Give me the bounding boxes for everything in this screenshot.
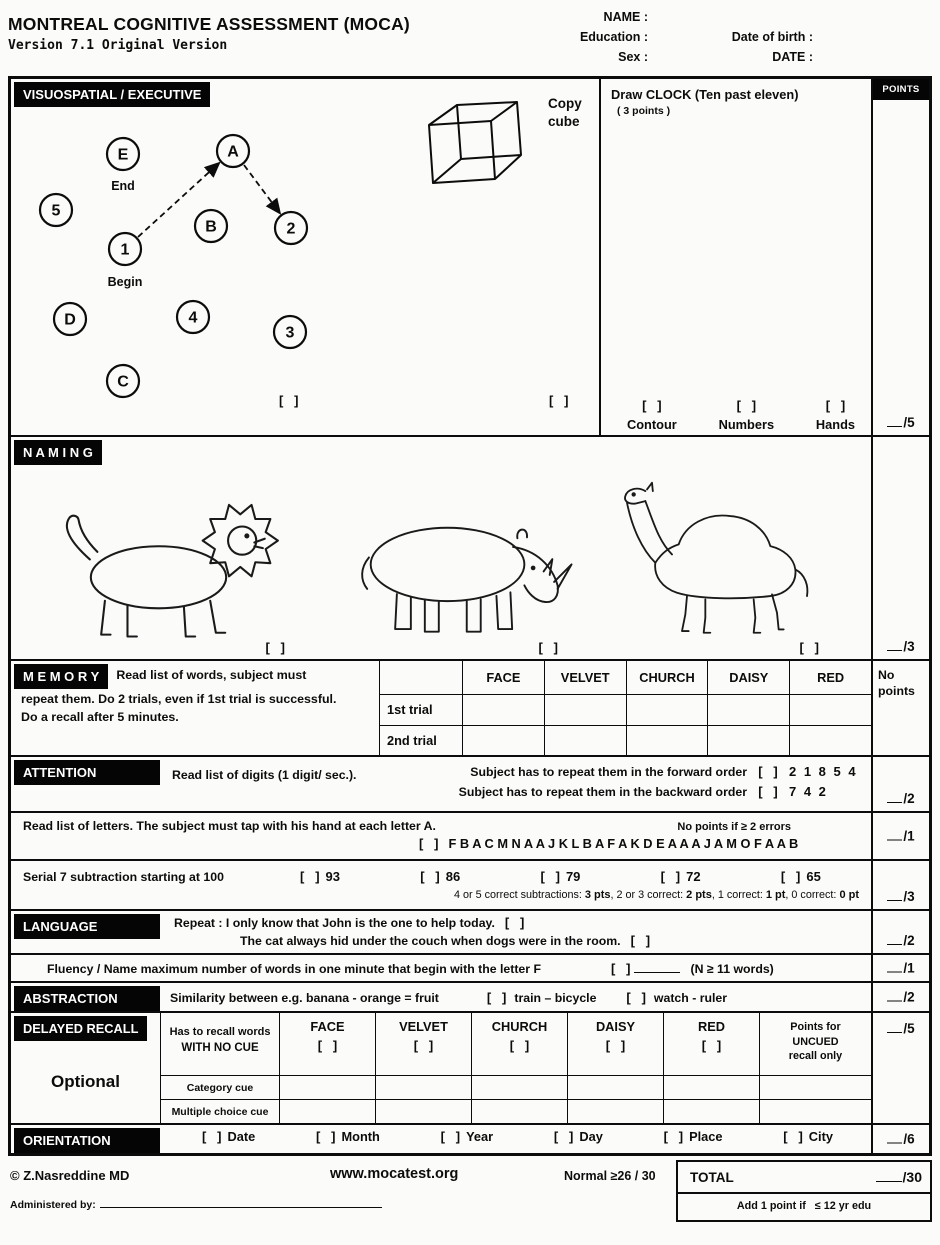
score-blank-line[interactable] bbox=[887, 792, 902, 803]
checkbox-month[interactable]: [ ] bbox=[315, 1129, 336, 1144]
lion-illustration bbox=[41, 482, 323, 650]
forward-digit-line: Subject has to repeat them in the forward order [ ] 2 1 8 5 4 bbox=[459, 764, 865, 779]
website-link[interactable]: www.mocatest.org bbox=[330, 1166, 459, 1182]
contour-label: Contour bbox=[627, 417, 677, 432]
delayed-recall-section-label: DELAYED RECALL bbox=[14, 1016, 147, 1041]
name-field-label[interactable]: NAME : bbox=[603, 10, 648, 24]
svg-text:2: 2 bbox=[286, 220, 296, 238]
section-attention-serial7: Serial 7 subtraction starting at 100 [ ] 93 [ ] 86 [ ] 79 [ ] 72 [ ] 65 4 or 5 correct subtractions: 3 pts, 2 or 3 correct: 2 pts, 1 correct: 1 pt, 0 correct: 0 pt /3 bbox=[11, 859, 929, 909]
section-orientation bbox=[11, 1123, 929, 1153]
score-blank-line[interactable] bbox=[887, 830, 902, 841]
memory-section-label: M E M O R Y bbox=[14, 664, 108, 689]
multiple-choice-cue-cell[interactable] bbox=[375, 1099, 471, 1123]
normal-cutoff-note: Normal ≥26 / 30 bbox=[564, 1169, 656, 1183]
score-blank-line[interactable] bbox=[887, 1022, 902, 1033]
checkbox-recall-daisy[interactable]: [ ] bbox=[605, 1038, 626, 1053]
svg-text:D: D bbox=[64, 311, 76, 329]
numbers-label: Numbers bbox=[718, 417, 775, 432]
points-cell-repeat bbox=[871, 911, 929, 953]
checkbox-watch-ruler[interactable]: [ ] bbox=[626, 990, 646, 1005]
serial7-instruction: Serial 7 subtraction starting at 100 bbox=[23, 870, 224, 884]
clock-score-items bbox=[601, 397, 871, 432]
section-memory bbox=[11, 659, 929, 755]
trial2-row-label: 2nd trial bbox=[380, 725, 462, 756]
cube-model-illustration bbox=[409, 93, 539, 195]
trial1-cell[interactable] bbox=[789, 694, 871, 725]
points-cell-fluency bbox=[871, 955, 929, 981]
svg-text:B: B bbox=[205, 218, 217, 236]
category-cue-cell[interactable] bbox=[279, 1075, 375, 1099]
memory-table bbox=[379, 661, 871, 755]
fluency-blank-line[interactable] bbox=[634, 962, 680, 973]
score-blank-line[interactable] bbox=[887, 991, 902, 1002]
trail-node-5 bbox=[40, 194, 72, 226]
recall-word-header: FACE bbox=[310, 1019, 345, 1034]
repeat-score[interactable]: /2 bbox=[873, 933, 929, 948]
total-box bbox=[676, 1160, 932, 1222]
attention-section-label: ATTENTION bbox=[14, 760, 160, 785]
digits-instruction: Read list of digits (1 digit/ sec.). bbox=[172, 768, 357, 782]
pair-watch-ruler: watch - ruler bbox=[653, 991, 728, 1005]
checkbox-recall-velvet[interactable]: [ ] bbox=[413, 1038, 434, 1053]
trail-node-C bbox=[107, 365, 139, 397]
trial2-cell[interactable] bbox=[626, 725, 708, 756]
checkbox-day[interactable]: [ ] bbox=[553, 1129, 574, 1144]
backward-digits: 7 4 2 bbox=[789, 784, 828, 799]
abstraction-score[interactable]: /2 bbox=[873, 990, 929, 1005]
copy-cube-label: Copy cube bbox=[548, 96, 582, 130]
section-naming bbox=[11, 435, 929, 659]
camel-illustration bbox=[607, 458, 857, 650]
repeat-sentence-1: Repeat : I only know that John is the one to help today. bbox=[174, 916, 495, 930]
visuospatial-score[interactable]: /5 bbox=[873, 415, 929, 430]
svg-text:4: 4 bbox=[188, 309, 198, 327]
trial1-cell[interactable] bbox=[707, 694, 789, 725]
letters-score[interactable]: /1 bbox=[873, 829, 929, 844]
memory-table-corner bbox=[380, 661, 462, 694]
section-language-repeat bbox=[11, 909, 929, 953]
header-fields-left bbox=[478, 10, 648, 70]
multiple-choice-cue-cell[interactable] bbox=[759, 1099, 871, 1123]
checkbox-forward-digits[interactable]: [ ] bbox=[758, 764, 778, 779]
multiple-choice-cue-cell[interactable] bbox=[279, 1099, 375, 1123]
orientation-score[interactable]: /6 bbox=[873, 1132, 929, 1147]
svg-text:C: C bbox=[117, 373, 129, 391]
trial2-cell[interactable] bbox=[544, 725, 626, 756]
trial1-cell[interactable] bbox=[626, 694, 708, 725]
score-blank-line[interactable] bbox=[876, 1171, 902, 1182]
checkbox-hands[interactable]: [ ] bbox=[825, 398, 846, 413]
points-cell-digits bbox=[871, 757, 929, 811]
clock-title: Draw CLOCK (Ten past eleven) bbox=[611, 87, 799, 102]
section-language-fluency bbox=[11, 953, 929, 981]
optional-label: Optional bbox=[51, 1072, 120, 1091]
points-column-header: POINTS bbox=[873, 79, 929, 100]
score-blank-line[interactable] bbox=[887, 890, 902, 901]
checkbox-date[interactable]: [ ] bbox=[202, 1129, 222, 1144]
repeat-sentence-2: The cat always hid under the couch when dogs were in the room. bbox=[240, 934, 621, 948]
multiple-choice-cue-label: Multiple choice cue bbox=[161, 1099, 279, 1123]
memory-no-points-note: No points bbox=[878, 668, 915, 698]
page-title: MONTREAL COGNITIVE ASSESSMENT (MOCA) bbox=[8, 14, 410, 34]
header-fields-right bbox=[663, 30, 813, 70]
trial1-row-label: 1st trial bbox=[380, 694, 462, 725]
clock-points-note: ( 3 points ) bbox=[617, 105, 671, 117]
checkbox-recall-church[interactable]: [ ] bbox=[509, 1038, 530, 1053]
orientation-item-day: Day bbox=[579, 1129, 603, 1144]
trial1-cell[interactable] bbox=[462, 694, 544, 725]
recall-word-header: VELVET bbox=[399, 1019, 448, 1034]
trail-node-E bbox=[107, 138, 139, 193]
total-score[interactable]: /30 bbox=[876, 1169, 922, 1185]
trail-node-B bbox=[195, 210, 227, 242]
dashed-arrow-A-to-2 bbox=[244, 165, 279, 212]
category-cue-label: Category cue bbox=[161, 1075, 279, 1099]
checkbox-rhinoceros[interactable]: [ ] bbox=[538, 640, 558, 655]
trial2-cell[interactable] bbox=[789, 725, 871, 756]
total-label: TOTAL bbox=[690, 1169, 734, 1185]
points-cell-serial7 bbox=[871, 861, 929, 909]
orientation-item-date: Date bbox=[227, 1129, 256, 1144]
checkbox-city[interactable]: [ ] bbox=[783, 1129, 803, 1144]
score-blank-line[interactable] bbox=[887, 1133, 902, 1144]
checkbox-sentence-2[interactable]: [ ] bbox=[630, 933, 651, 948]
trial1-cell[interactable] bbox=[544, 694, 626, 725]
checkbox-86[interactable]: [ ] bbox=[420, 869, 440, 884]
section-attention-letters bbox=[11, 811, 929, 859]
abstraction-instruction: Similarity between e.g. banana - orange = fruit bbox=[170, 990, 439, 1005]
animal-illustrations bbox=[11, 453, 871, 659]
points-cell-memory bbox=[871, 661, 929, 755]
version-subtitle: Version 7.1 Original Version bbox=[8, 38, 228, 53]
checkbox-recall-red[interactable]: [ ] bbox=[701, 1038, 722, 1053]
trail-node-2 bbox=[275, 212, 307, 244]
section-abstraction bbox=[11, 981, 929, 1011]
dob-field-label[interactable]: Date of birth : bbox=[731, 30, 813, 44]
score-blank-line[interactable] bbox=[887, 934, 902, 945]
orientation-item-city: City bbox=[808, 1129, 833, 1144]
serial7-scoring-note: 4 or 5 correct subtractions: 3 pts, 2 or 3 correct: 2 pts, 1 correct: 1 pt, 0 correct: 0 pt bbox=[454, 889, 859, 901]
checkbox-93[interactable]: [ ] bbox=[300, 869, 320, 884]
category-cue-cell[interactable] bbox=[471, 1075, 567, 1099]
visuospatial-section-label: VISUOSPATIAL / EXECUTIVE bbox=[14, 82, 210, 107]
checkbox-place[interactable]: [ ] bbox=[663, 1129, 684, 1144]
orientation-item-month: Month bbox=[341, 1129, 380, 1144]
sex-field-label[interactable]: Sex : bbox=[618, 50, 648, 64]
uncued-points-note: Points for UNCUED recall only bbox=[759, 1013, 871, 1075]
category-cue-cell[interactable] bbox=[759, 1075, 871, 1099]
multiple-choice-cue-cell[interactable] bbox=[471, 1099, 567, 1123]
trail-making-canvas[interactable] bbox=[17, 103, 317, 403]
section-attention-digits bbox=[11, 755, 929, 811]
category-cue-cell[interactable] bbox=[663, 1075, 759, 1099]
naming-section-label: N A M I N G bbox=[14, 440, 102, 465]
memory-word-header: DAISY bbox=[707, 661, 789, 694]
checkbox-lion[interactable]: [ ] bbox=[265, 640, 285, 655]
trail-node-A bbox=[217, 135, 249, 167]
pair-train-bicycle: train – bicycle bbox=[514, 991, 597, 1005]
orientation-item-year: Year bbox=[466, 1129, 494, 1144]
score-blank-line[interactable] bbox=[887, 962, 902, 973]
memory-word-header: VELVET bbox=[544, 661, 626, 694]
svg-text:1: 1 bbox=[120, 241, 130, 259]
score-blank-line[interactable] bbox=[887, 640, 902, 651]
points-cell-delayed-recall bbox=[871, 1013, 929, 1123]
svg-text:A: A bbox=[227, 143, 239, 161]
administered-by-label: Administered by: bbox=[10, 1199, 96, 1211]
points-cell-orientation bbox=[871, 1125, 929, 1153]
score-blank-line[interactable] bbox=[887, 416, 902, 427]
date-field-label[interactable]: DATE : bbox=[772, 50, 813, 64]
trial2-cell[interactable] bbox=[462, 725, 544, 756]
trial2-cell[interactable] bbox=[707, 725, 789, 756]
checkbox-sentence-1[interactable]: [ ] bbox=[504, 915, 525, 930]
serial7-score[interactable]: /3 bbox=[873, 889, 929, 904]
memory-word-header: FACE bbox=[462, 661, 544, 694]
category-cue-cell[interactable] bbox=[375, 1075, 471, 1099]
checkbox-72[interactable]: [ ] bbox=[660, 869, 681, 884]
footer bbox=[8, 1156, 932, 1225]
category-cue-cell[interactable] bbox=[567, 1075, 663, 1099]
recall-instruction: Has to recall words WITH NO CUE bbox=[169, 1026, 271, 1055]
checkbox-train-bicycle[interactable]: [ ] bbox=[486, 990, 507, 1005]
fluency-score[interactable]: /1 bbox=[873, 961, 929, 976]
memory-word-header: CHURCH bbox=[626, 661, 708, 694]
points-cell-naming bbox=[871, 437, 929, 659]
trail-node-3 bbox=[274, 316, 306, 348]
checkbox-backward-digits[interactable]: [ ] bbox=[758, 784, 778, 799]
checkbox-cube[interactable]: [ ] bbox=[549, 393, 569, 408]
naming-score[interactable]: /3 bbox=[873, 639, 929, 654]
digits-score[interactable]: /2 bbox=[873, 791, 929, 806]
trail-end-label: End bbox=[111, 179, 135, 193]
education-bonus-note: Add 1 point if ≤ 12 yr edu bbox=[736, 1200, 872, 1212]
hands-label: Hands bbox=[815, 417, 855, 432]
checkbox-letters[interactable]: [ ] bbox=[419, 836, 439, 851]
checkbox-recall-face[interactable]: [ ] bbox=[317, 1038, 338, 1053]
camel-illustration-block bbox=[607, 458, 857, 655]
section-visuospatial bbox=[11, 79, 929, 435]
trail-node-D bbox=[54, 303, 86, 335]
form-frame bbox=[8, 76, 932, 1156]
fluency-instruction: Fluency / Name maximum number of words in one minute that begin with the letter F bbox=[47, 962, 541, 976]
trail-node-4 bbox=[177, 301, 209, 333]
points-cell-letters bbox=[871, 813, 929, 859]
clock-box bbox=[599, 79, 871, 435]
svg-text:5: 5 bbox=[51, 202, 61, 220]
letters-sequence: F B A C M N A A J K L B A F A K D E A A A J A M O F A A B bbox=[448, 836, 799, 851]
points-cell-abstraction bbox=[871, 983, 929, 1011]
education-field-label[interactable]: Education : bbox=[579, 30, 648, 44]
rhinoceros-illustration bbox=[334, 478, 596, 650]
multiple-choice-cue-cell[interactable] bbox=[663, 1099, 759, 1123]
memory-instruction: Read list of words, subject must repeat them. Do 2 trials, even if 1st trial is successful. Do a recall after 5 minutes. bbox=[21, 668, 337, 724]
fluency-criterion-note: (N ≥ 11 words) bbox=[690, 962, 774, 976]
section-delayed-recall bbox=[11, 1011, 929, 1123]
recall-word-header: DAISY bbox=[595, 1019, 636, 1034]
orientation-section-label: ORIENTATION bbox=[14, 1128, 160, 1153]
header bbox=[8, 6, 932, 76]
checkbox-79[interactable]: [ ] bbox=[540, 869, 560, 884]
delayed-recall-table bbox=[161, 1013, 871, 1123]
backward-digit-line: Subject has to repeat them in the backward order [ ] 7 4 2 bbox=[459, 784, 865, 799]
svg-text:3: 3 bbox=[285, 324, 295, 342]
rhinoceros-illustration-block bbox=[334, 478, 596, 655]
trail-node-1 bbox=[108, 233, 143, 289]
letters-no-points-note: No points if ≥ 2 errors bbox=[677, 821, 791, 833]
checkbox-trail[interactable]: [ ] bbox=[279, 393, 299, 408]
lion-illustration-block bbox=[41, 482, 323, 655]
checkbox-year[interactable]: [ ] bbox=[440, 1129, 461, 1144]
letters-instruction: Read list of letters. The subject must tap with his hand at each letter A. bbox=[23, 819, 436, 833]
delayed-recall-score[interactable]: /5 bbox=[873, 1021, 929, 1036]
trail-begin-label: Begin bbox=[107, 275, 143, 289]
clock-drawing-area[interactable] bbox=[605, 131, 867, 389]
recall-word-header: RED bbox=[697, 1019, 726, 1034]
checkbox-numbers[interactable]: [ ] bbox=[736, 398, 757, 413]
language-section-label: LANGUAGE bbox=[14, 914, 160, 939]
forward-digits: 2 1 8 5 4 bbox=[789, 764, 858, 779]
points-cell-visuospatial bbox=[871, 79, 929, 435]
svg-text:E: E bbox=[117, 146, 129, 164]
recall-word-header: CHURCH bbox=[491, 1019, 548, 1034]
checkbox-fluency[interactable]: [ ] bbox=[610, 961, 631, 976]
multiple-choice-cue-cell[interactable] bbox=[567, 1099, 663, 1123]
checkbox-camel[interactable]: [ ] bbox=[799, 640, 819, 655]
copyright-text: © Z.Nasreddine MD bbox=[10, 1168, 130, 1183]
checkbox-65[interactable]: [ ] bbox=[780, 869, 801, 884]
memory-word-header: RED bbox=[789, 661, 871, 694]
administered-by-blank-line[interactable] bbox=[100, 1198, 382, 1208]
abstraction-section-label: ABSTRACTION bbox=[14, 986, 160, 1011]
checkbox-contour[interactable]: [ ] bbox=[642, 398, 662, 413]
orientation-item-place: Place bbox=[689, 1129, 723, 1144]
